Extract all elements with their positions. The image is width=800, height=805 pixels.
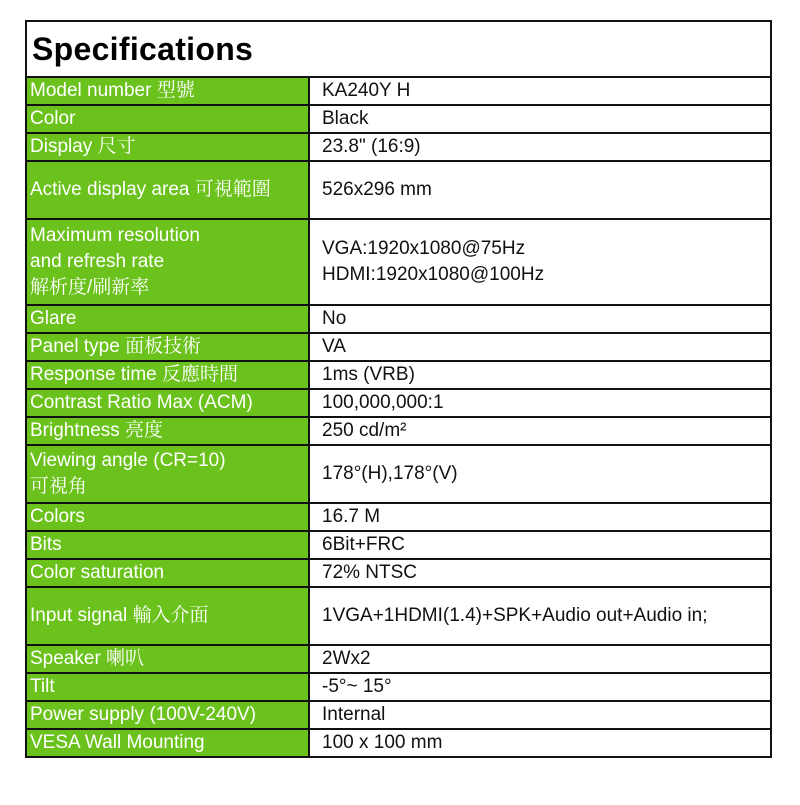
table-row (26, 531, 771, 559)
row-value: 1VGA+1HDMI(1.4)+SPK+Audio out+Audio in; (309, 587, 771, 645)
table-row (26, 729, 771, 757)
row-value: -5°~ 15° (309, 673, 771, 701)
row-value: 6Bit+FRC (309, 531, 771, 559)
spec-table (25, 76, 772, 758)
row-value: 72% NTSC (309, 559, 771, 587)
table-row (26, 587, 771, 645)
table-row (26, 219, 771, 305)
spec-sheet (25, 20, 772, 758)
table-row (26, 389, 771, 417)
row-value: 100 x 100 mm (309, 729, 771, 757)
table-row (26, 77, 771, 105)
row-label: Input signal 輸入介面 (26, 587, 309, 645)
row-label: Bits (26, 531, 309, 559)
table-row (26, 701, 771, 729)
table-row (26, 305, 771, 333)
table-row (26, 161, 771, 219)
row-label: Color (26, 105, 309, 133)
table-row (26, 559, 771, 587)
row-value: No (309, 305, 771, 333)
row-value: VGA:1920x1080@75Hz HDMI:1920x1080@100Hz (309, 219, 771, 305)
table-row (26, 105, 771, 133)
row-value: Internal (309, 701, 771, 729)
table-row (26, 645, 771, 673)
table-row (26, 503, 771, 531)
row-label: Model number 型號 (26, 77, 309, 105)
row-value: 250 cd/m² (309, 417, 771, 445)
row-value: Black (309, 105, 771, 133)
row-value: 1ms (VRB) (309, 361, 771, 389)
row-value: 23.8" (16:9) (309, 133, 771, 161)
row-value: 2Wx2 (309, 645, 771, 673)
row-label: Colors (26, 503, 309, 531)
table-row (26, 333, 771, 361)
row-value: 16.7 M (309, 503, 771, 531)
row-label: Response time 反應時間 (26, 361, 309, 389)
table-row (26, 133, 771, 161)
row-value: VA (309, 333, 771, 361)
row-label: Display 尺寸 (26, 133, 309, 161)
row-label: Viewing angle (CR=10) 可視角 (26, 445, 309, 503)
row-label: Speaker 喇叭 (26, 645, 309, 673)
table-row (26, 445, 771, 503)
row-label: Panel type 面板技術 (26, 333, 309, 361)
table-row (26, 673, 771, 701)
table-row (26, 417, 771, 445)
row-label: Active display area 可視範圍 (26, 161, 309, 219)
row-value: 526x296 mm (309, 161, 771, 219)
row-value: 100,000,000:1 (309, 389, 771, 417)
table-row (26, 361, 771, 389)
row-value: 178°(H),178°(V) (309, 445, 771, 503)
row-label: Tilt (26, 673, 309, 701)
row-label: Power supply (100V-240V) (26, 701, 309, 729)
row-label: Glare (26, 305, 309, 333)
row-label: Contrast Ratio Max (ACM) (26, 389, 309, 417)
row-label: VESA Wall Mounting (26, 729, 309, 757)
row-label: Maximum resolution and refresh rate 解析度/刷新率 (26, 219, 309, 305)
page-title: Specifications (32, 30, 254, 67)
row-label: Brightness 亮度 (26, 417, 309, 445)
row-label: Color saturation (26, 559, 309, 587)
row-value: KA240Y H (309, 77, 771, 105)
title-bar (25, 20, 772, 76)
